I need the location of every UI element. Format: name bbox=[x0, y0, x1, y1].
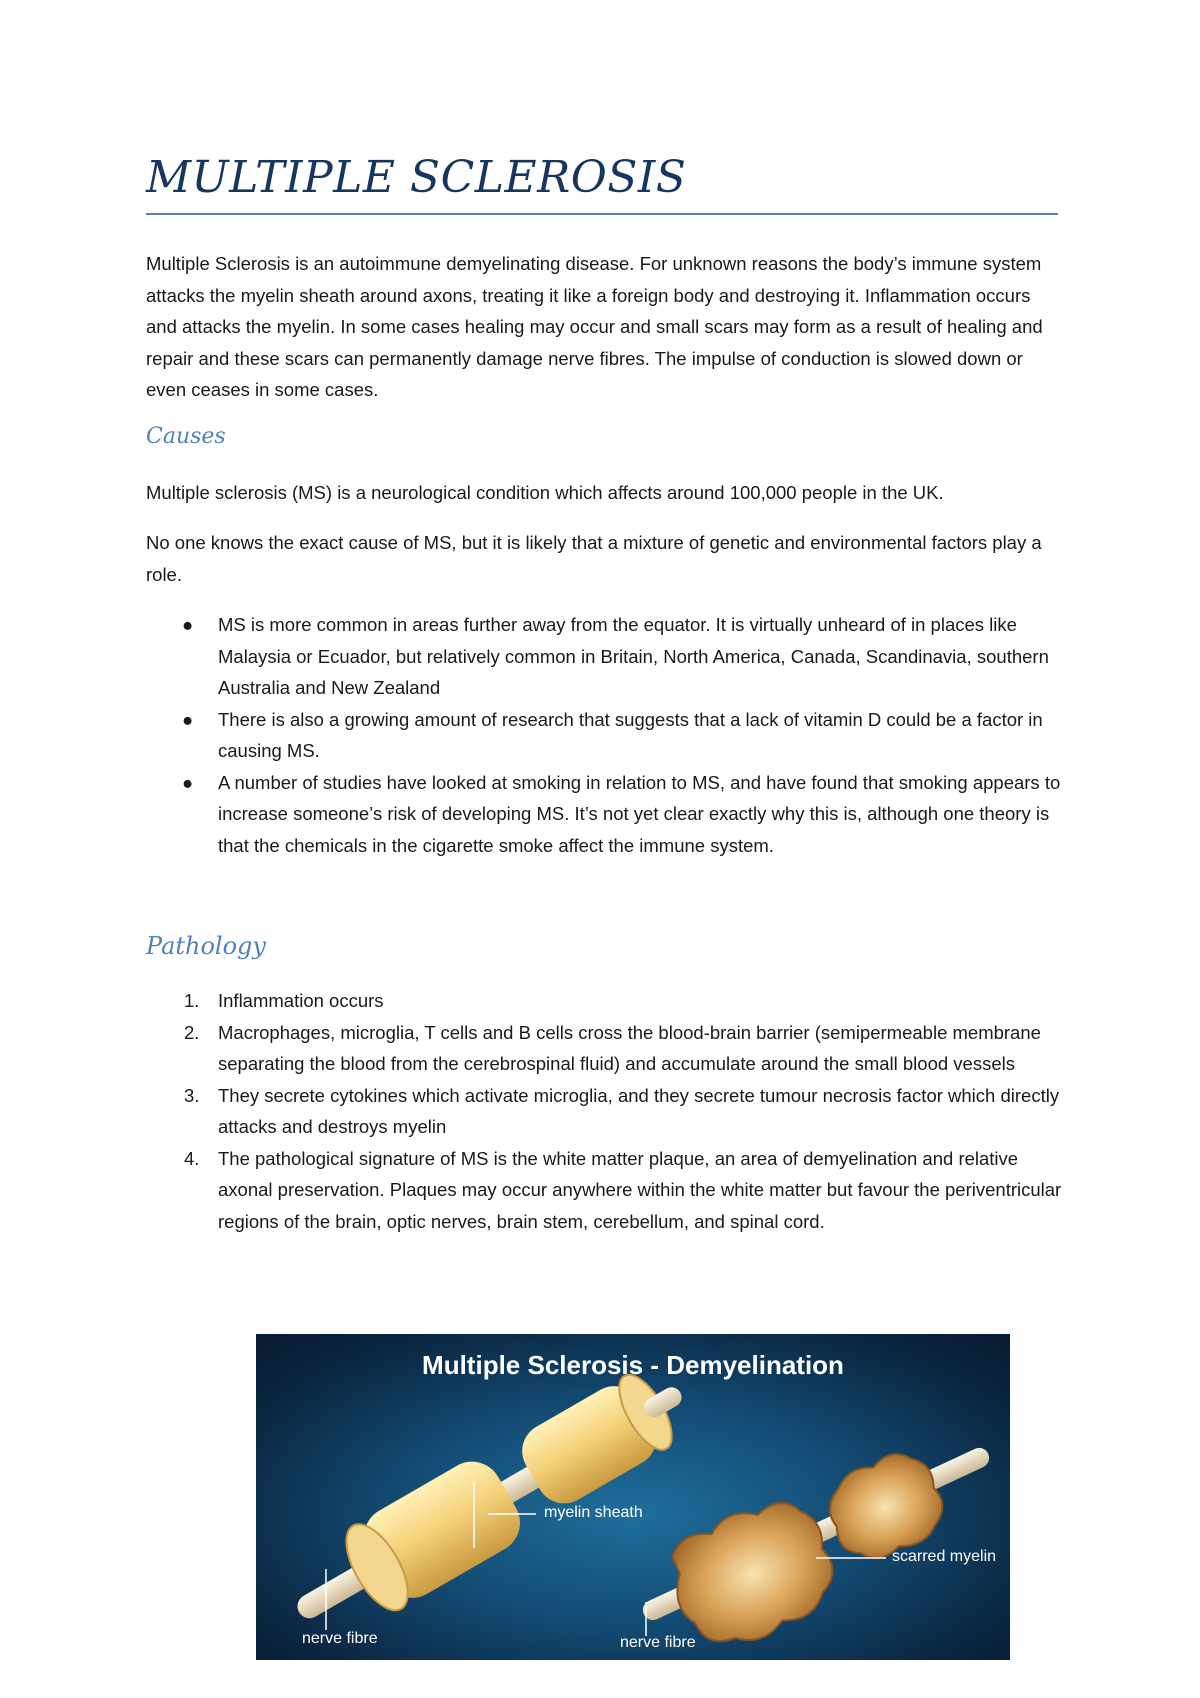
bullet-icon: ● bbox=[182, 771, 194, 793]
list-item-text: Inflammation occurs bbox=[218, 990, 384, 1011]
list-number: 4. bbox=[184, 1147, 200, 1169]
label-scarred-myelin: scarred myelin bbox=[892, 1548, 997, 1565]
figure-title: Multiple Sclerosis - Demyelination bbox=[422, 1350, 844, 1380]
demyelination-illustration bbox=[256, 1334, 1010, 1660]
title-underline bbox=[146, 213, 1058, 215]
healthy-nerve-drawing bbox=[275, 1351, 704, 1654]
list-item bbox=[146, 767, 1066, 862]
list-item bbox=[146, 609, 1066, 704]
list-item bbox=[146, 1143, 1066, 1238]
list-item bbox=[146, 1017, 1066, 1080]
pathology-heading: Pathology bbox=[146, 932, 266, 960]
list-item bbox=[146, 985, 1066, 1017]
list-number: 1. bbox=[184, 990, 200, 1011]
causes-paragraph-2: No one knows the exact cause of MS, but it is likely that a mixture of genetic and environmental factors play a role. bbox=[146, 532, 1042, 585]
causes-bullet-list bbox=[146, 609, 1066, 861]
causes-paragraph-1: Multiple sclerosis (MS) is a neurological condition which affects around 100,000 people in the UK. bbox=[146, 482, 944, 503]
scarred-nerve-drawing bbox=[622, 1406, 1010, 1660]
page-title: MULTIPLE SCLEROSIS bbox=[146, 152, 687, 203]
list-item bbox=[146, 704, 1066, 767]
bullet-icon: ● bbox=[182, 708, 194, 730]
list-number: 3. bbox=[184, 1084, 200, 1106]
pathology-numbered-list bbox=[146, 985, 1066, 1237]
list-number: 2. bbox=[184, 1021, 200, 1043]
nerve-illustration-graphic bbox=[256, 1334, 1010, 1660]
list-item-text: A number of studies have looked at smoking in relation to MS, and have found that smoking appears to increase someone’s risk of developing MS. It’s not yet clear exactly why this is, although one theory is that the chemicals in the cigarette smoke affect the immune system. bbox=[218, 771, 1061, 856]
label-nerve-fibre-left: nerve fibre bbox=[302, 1630, 378, 1647]
causes-heading: Causes bbox=[146, 424, 226, 449]
list-item-text: MS is more common in areas further away from the equator. It is virtually unheard of in places like Malaysia or Ecuador, but relatively common in Britain, North America, Canada, Scandinavia, southern Australia and New Zealand bbox=[218, 614, 1049, 698]
intro-paragraph: Multiple Sclerosis is an autoimmune demyelinating disease. For unknown reasons the body’s immune system attacks the myelin sheath around axons, treating it like a foreign body and destroying it. Inflammation occurs and attacks the myelin. In some cases healing may occur and small scars may form as a result of healing and repair and these scars can permanently damage nerve fibres. The impulse of conduction is slowed down or even ceases in some cases. bbox=[146, 253, 1043, 400]
label-myelin-sheath: myelin sheath bbox=[544, 1504, 643, 1521]
list-item-text: There is also a growing amount of research that suggests that a lack of vitamin D could be a factor in causing MS. bbox=[218, 708, 1043, 761]
label-nerve-fibre-right: nerve fibre bbox=[620, 1634, 696, 1651]
bullet-icon: ● bbox=[182, 614, 194, 635]
list-item bbox=[146, 1080, 1066, 1143]
list-item-text: The pathological signature of MS is the white matter plaque, an area of demyelination and relative axonal preservation. Plaques may occur anywhere within the white matter but favour the periventricular regions of the brain, optic nerves, brain stem, cerebellum, and spinal cord. bbox=[218, 1147, 1062, 1232]
list-item-text: They secrete cytokines which activate microglia, and they secrete tumour necrosis factor which directly attacks and destroys myelin bbox=[218, 1084, 1060, 1137]
list-item-text: Macrophages, microglia, T cells and B cells cross the blood-brain barrier (semipermeable membrane separating the blood from the cerebrospinal fluid) and accumulate around the small blood vessels bbox=[218, 1021, 1041, 1074]
